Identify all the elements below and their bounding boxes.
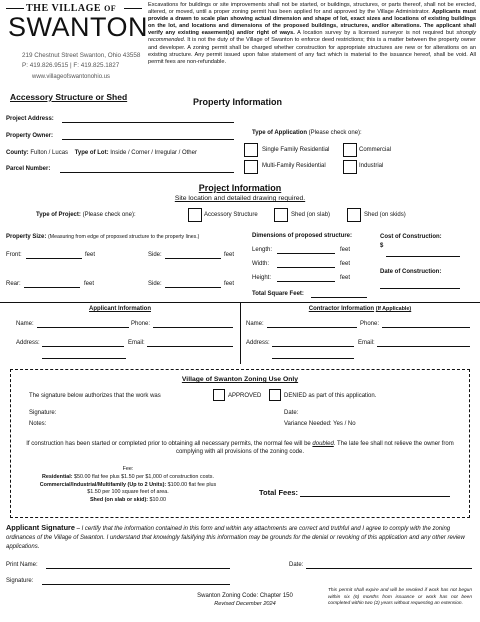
signature-label: Signature: — [6, 578, 34, 584]
property-size-label: Property Size: (Measuring from edge of proposed structure to the property lines.) — [6, 234, 200, 240]
property-info-heading: Property Information — [193, 97, 283, 107]
project-info-subheading: Site location and detailed drawing required. — [174, 195, 306, 202]
side-1-label: Side: — [148, 252, 162, 258]
dimensions-label: Dimensions of proposed structure: — [252, 233, 353, 239]
shed-slab-checkbox[interactable] — [274, 208, 288, 222]
project-address-field[interactable] — [62, 116, 234, 123]
approved-label: APPROVED — [228, 393, 262, 399]
industrial-checkbox[interactable] — [343, 160, 357, 174]
project-type-label: Type of Project: (Please check one): — [36, 212, 136, 218]
print-name-field[interactable] — [46, 562, 230, 569]
accessory-structure-checkbox[interactable] — [188, 208, 202, 222]
contractor-phone-label: Phone: — [360, 321, 380, 327]
total-fees-field[interactable] — [300, 490, 450, 497]
parcel-number-field[interactable] — [60, 166, 234, 173]
contractor-address-field-2[interactable] — [272, 352, 354, 359]
logo-village: VILLAGE — [51, 3, 102, 14]
late-fee-notice: If construction has been started or completed prior to obtaining all necessary permits, the normal fee will be doubled. The late fee shall not relieve the owner from complying with all provisions of the zoning code. — [26, 441, 454, 455]
side-1-field[interactable] — [165, 252, 221, 259]
village-website[interactable]: www.villageofswantonohio.us — [32, 74, 111, 80]
logo — [6, 2, 149, 42]
width-label: Width: — [252, 261, 270, 267]
intro-paragraph: Excavations for buildings or site improvements shall not be started, or buildings, structures, or parts thereof, shall not be erected, altered, or moved, until a proper zoning permit has been applied for and approved by the Village Administrator. Applicants must provide a drawn to scale plan showing actual dimension and shape of lot, exact sizes and locations of existing buildings on the lot, and locations and dimensions of the proposed buildings, structures, and/or alterations. The applicant shall verify any existing easement(s) and/or right of ways. A location survey by a licensed surveyor is not required but strongly recommended. It is not the duty of the Village of Swanton to enforce deed restrictions; this is a matter between the property owner and developer. A zoning permit shall be charged whether construction for appropriate structures are new or for alterations on an existing structure. Any permit issued upon false statement of any fact which is material to the issuance hereof, shall be void. All permit fees are non-refundable. — [148, 2, 477, 65]
logo-the: THE — [26, 3, 49, 14]
contractor-email-field[interactable] — [377, 340, 470, 347]
property-owner-field[interactable] — [62, 133, 234, 140]
commercial-checkbox[interactable] — [343, 143, 357, 157]
height-label: Height: — [252, 275, 272, 281]
side-2-field[interactable] — [165, 281, 221, 288]
applicant-contractor-vdivider — [240, 302, 241, 364]
zoning-notes-label: Notes: — [29, 421, 47, 427]
project-info-heading: Project Information — [198, 183, 282, 193]
shed-skids-label: Shed (on skids) — [364, 212, 406, 218]
contractor-name-field[interactable] — [267, 321, 357, 328]
zoning-heading: Village of Swanton Zoning Use Only — [181, 376, 299, 383]
construction-date-field[interactable] — [380, 282, 460, 289]
side-1-feet: feet — [224, 252, 235, 258]
applicant-email-label: Email: — [128, 340, 145, 346]
denied-checkbox[interactable] — [269, 389, 281, 401]
zoning-date-label: Date: — [284, 410, 299, 416]
applicant-signature-statement: Applicant Signature – I certify that the information contained in this form and within any attachments are correct and truthful and I agree to comply with the zoning ordinances of the Village of Swanton. I understand that knowingly falsifying this information may be grounds for the denial or revoking of this application and any other review applications. — [6, 523, 465, 551]
contractor-name-label: Name: — [246, 321, 264, 327]
cost-currency: $ — [380, 243, 384, 249]
village-address: 219 Chestnut Street Swanton, Ohio 43558 — [22, 52, 141, 59]
rear-feet: feet — [84, 281, 95, 287]
cost-label: Cost of Construction: — [380, 234, 442, 240]
total-sqft-field[interactable] — [311, 291, 367, 298]
multi-family-label: Multi-Family Residential — [262, 163, 326, 169]
zoning-authorization: The signature below authorizes that the work was — [29, 393, 161, 399]
fee-schedule: Fee: Residential: $50.00 flat fee plus $1.50 per $1,000 of construction costs. Commercial/Industrial/Multifamily (Up to 2 Units): $100.00 flat fee plus $1.50 per 100 square feet of area. Shed (on slab or skid): $10.00 — [39, 466, 217, 504]
applicant-phone-field[interactable] — [153, 321, 233, 328]
front-field[interactable] — [26, 252, 82, 259]
applicant-address-field-2[interactable] — [42, 352, 126, 359]
industrial-label: Industrial — [359, 163, 384, 169]
print-name-label: Print Name: — [6, 562, 38, 568]
applicant-address-label: Address: — [16, 340, 40, 346]
applicant-name-label: Name: — [16, 321, 34, 327]
permit-expiry-note: This permit shall expire and will be revoked if work has not begun within six (6) months from issuance or work has not been completed within two (2) years without requesting an extension. — [328, 588, 472, 607]
approved-checkbox[interactable] — [213, 389, 225, 401]
total-fees-label: Total Fees: — [259, 488, 299, 497]
form-title: Accessory Structure or Shed — [10, 92, 128, 102]
construction-date-label: Date of Construction: — [380, 269, 442, 275]
commercial-label: Commercial — [359, 147, 392, 153]
shed-slab-label: Shed (on slab) — [291, 212, 331, 218]
contractor-address-label: Address: — [246, 340, 270, 346]
multi-family-checkbox[interactable] — [244, 160, 258, 174]
width-field[interactable] — [277, 261, 335, 268]
applicant-address-field[interactable] — [42, 340, 124, 347]
logo-swanton: SWANTON — [8, 12, 149, 42]
denied-label: DENIED as part of this application. — [284, 393, 377, 399]
width-feet: feet — [340, 261, 351, 267]
height-feet: feet — [340, 275, 351, 281]
county-row: County: Fulton / Lucas Type of Lot: Inside / Corner / Irregular / Other — [6, 150, 197, 156]
cost-field[interactable] — [386, 250, 460, 257]
contractor-address-field[interactable] — [272, 340, 354, 347]
applicant-phone-label: Phone: — [131, 321, 151, 327]
signature-date-field[interactable] — [306, 562, 472, 569]
applicant-email-field[interactable] — [147, 340, 233, 347]
contractor-heading: Contractor Information (If Applicable) — [308, 306, 412, 312]
length-feet: feet — [340, 247, 351, 253]
property-owner-label: Property Owner: — [6, 133, 54, 139]
single-family-label: Single Family Residential — [262, 147, 330, 153]
length-label: Length: — [252, 247, 273, 253]
zoning-signature-label: Signature: — [29, 410, 57, 416]
application-type-label: Type of Application (Please check one): — [252, 130, 362, 136]
single-family-checkbox[interactable] — [244, 143, 258, 157]
variance-needed: Variance Needed: Yes / No — [284, 421, 356, 427]
footer-revised: Revised December 2024 — [214, 601, 276, 607]
footer-code: Swanton Zoning Code: Chapter 150 — [197, 593, 293, 599]
front-feet: feet — [85, 252, 96, 258]
side-2-feet: feet — [224, 281, 235, 287]
rear-label: Rear: — [6, 281, 21, 287]
contractor-email-label: Email: — [358, 340, 375, 346]
signature-date-label: Date: — [289, 562, 304, 568]
applicant-heading: Applicant Information — [89, 306, 151, 312]
shed-skids-checkbox[interactable] — [347, 208, 361, 222]
length-field[interactable] — [277, 247, 335, 254]
front-row: Front: — [6, 252, 22, 258]
applicant-name-field[interactable] — [37, 321, 129, 328]
accessory-structure-label: Accessory Structure — [204, 212, 258, 218]
parcel-number-label: Parcel Number: — [6, 166, 51, 172]
rear-field[interactable] — [24, 281, 80, 288]
height-field[interactable] — [277, 275, 335, 282]
contractor-phone-field[interactable] — [382, 321, 470, 328]
total-sqft-label: Total Square Feet: — [252, 291, 304, 297]
project-address-label: Project Address: — [6, 116, 54, 122]
logo-of: OF — [104, 4, 117, 13]
village-phone: P: 419.826.9515 | F: 419.825.1827 — [22, 62, 120, 69]
signature-field[interactable] — [42, 578, 230, 585]
side-2-label: Side: — [148, 281, 162, 287]
